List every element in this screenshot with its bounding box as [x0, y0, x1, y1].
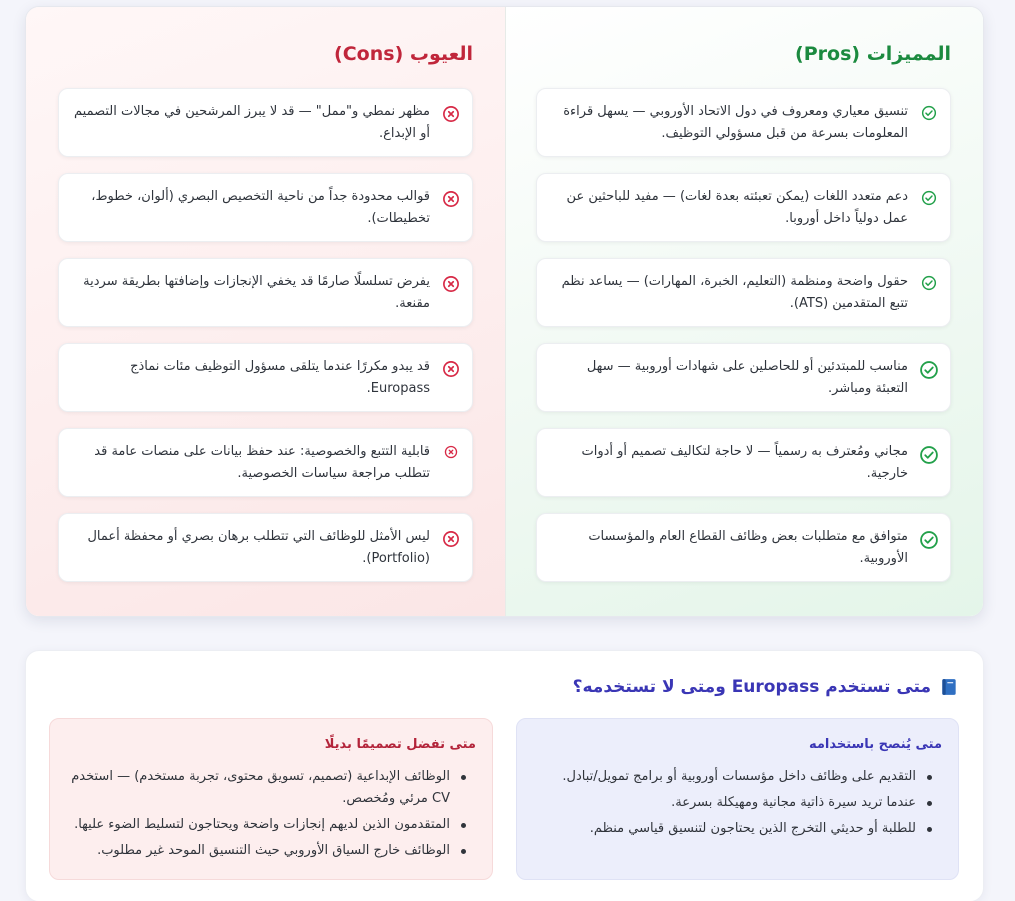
x-circle-icon — [440, 530, 462, 548]
check-circle-icon — [918, 445, 940, 465]
cons-item-text: ليس الأمثل للوظائف التي تتطلب برهان بصري أو محفظة أعمال (Portfolio). — [87, 529, 430, 566]
cons-item — [58, 513, 473, 582]
pros-title: المميزات (Pros) — [795, 43, 951, 65]
cons-item-text: قوالب محدودة جداً من ناحية التخصيص البصري (ألوان، خطوط، تخطيطات). — [91, 189, 430, 226]
x-circle-icon — [440, 445, 462, 459]
pros-item-text: دعم متعدد اللغات (يمكن تعبئته بعدة لغات) — مفيد للباحثين عن عمل دولياً داخل أوروبا. — [566, 189, 908, 226]
cons-item-text: يفرض تسلسلًا صارمًا قد يخفي الإنجازات وإضافتها بطريقة سردية مقنعة. — [83, 274, 430, 311]
pros-list — [536, 88, 951, 598]
alternative-box — [49, 718, 493, 880]
list-item: الوظائف الإبداعية (تصميم، تسويق محتوى، تجربة مستخدم) — استخدم CV مرئي ومُخصص. — [66, 766, 476, 810]
pros-item-text: حقول واضحة ومنظمة (التعليم، الخبرة، المهارات) — يساعد نظم تتبع المتقدمين (ATS). — [561, 274, 908, 311]
pros-item — [536, 343, 951, 412]
cons-item — [58, 343, 473, 412]
pros-item-text: متوافق مع متطلبات بعض وظائف القطاع العام والمؤسسات الأوروبية. — [588, 529, 908, 566]
check-circle-icon — [918, 190, 940, 206]
x-circle-icon — [440, 360, 462, 378]
x-circle-icon — [440, 105, 462, 123]
recommended-box — [516, 718, 959, 880]
check-circle-icon — [918, 530, 940, 550]
pros-column — [505, 7, 983, 616]
pros-item — [536, 258, 951, 327]
usage-card — [25, 650, 984, 901]
alternative-title: متى تفضل تصميمًا بديلًا — [324, 737, 476, 752]
cons-item — [58, 258, 473, 327]
pros-item — [536, 428, 951, 497]
usage-title-text: متى تستخدم Europass ومتى لا تستخدمه؟ — [572, 677, 931, 697]
list-item: عندما تريد سيرة ذاتية مجانية ومهيكلة بسرعة. — [533, 792, 942, 814]
list-item: المتقدمون الذين لديهم إنجازات واضحة ويحتاجون لتسليط الضوء عليها. — [66, 814, 476, 836]
cons-title: العيوب (Cons) — [334, 43, 473, 65]
check-circle-icon — [918, 275, 940, 291]
pros-item-text: تنسيق معياري ومعروف في دول الاتحاد الأوروبي — يسهل قراءة المعلومات بسرعة من قبل مسؤولي التوظيف. — [563, 104, 908, 141]
cons-column — [26, 7, 505, 616]
x-circle-icon — [440, 190, 462, 208]
recommended-title: متى يُنصح باستخدامه — [808, 737, 942, 752]
check-circle-icon — [918, 105, 940, 121]
cons-item — [58, 88, 473, 157]
cons-item — [58, 428, 473, 497]
book-icon — [939, 677, 959, 697]
pros-item-text: مناسب للمبتدئين أو للحاصلين على شهادات أوروبية — سهل التعبئة ومباشر. — [586, 359, 908, 396]
list-item: التقديم على وظائف داخل مؤسسات أوروبية أو برامج تمويل/تبادل. — [533, 766, 942, 788]
cons-item-text: مظهر نمطي و"ممل" — قد لا يبرز المرشحين في مجالات التصميم أو الإبداع. — [74, 104, 430, 141]
pros-item-text: مجاني ومُعترف به رسمياً — لا حاجة لتكاليف تصميم أو أدوات خارجية. — [581, 444, 908, 481]
check-circle-icon — [918, 360, 940, 380]
cons-item-text: قد يبدو مكررًا عندما يتلقى مسؤول التوظيف مئات نماذج Europass. — [130, 359, 430, 396]
pros-item — [536, 173, 951, 242]
pros-cons-card — [25, 6, 984, 617]
usage-title — [573, 677, 959, 697]
pros-item — [536, 88, 951, 157]
cons-list — [58, 88, 473, 598]
alternative-list — [66, 766, 476, 862]
cons-item — [58, 173, 473, 242]
list-item: للطلبة أو حديثي التخرج الذين يحتاجون لتنسيق قياسي منظم. — [533, 818, 942, 840]
cons-item-text: قابلية التتبع والخصوصية: عند حفظ بيانات على منصات عامة قد تتطلب مراجعة سياسات الخصوصية. — [94, 444, 430, 481]
x-circle-icon — [440, 275, 462, 293]
pros-item — [536, 513, 951, 582]
recommended-list — [533, 766, 942, 840]
list-item: الوظائف خارج السياق الأوروبي حيث التنسيق الموحد غير مطلوب. — [66, 840, 476, 862]
